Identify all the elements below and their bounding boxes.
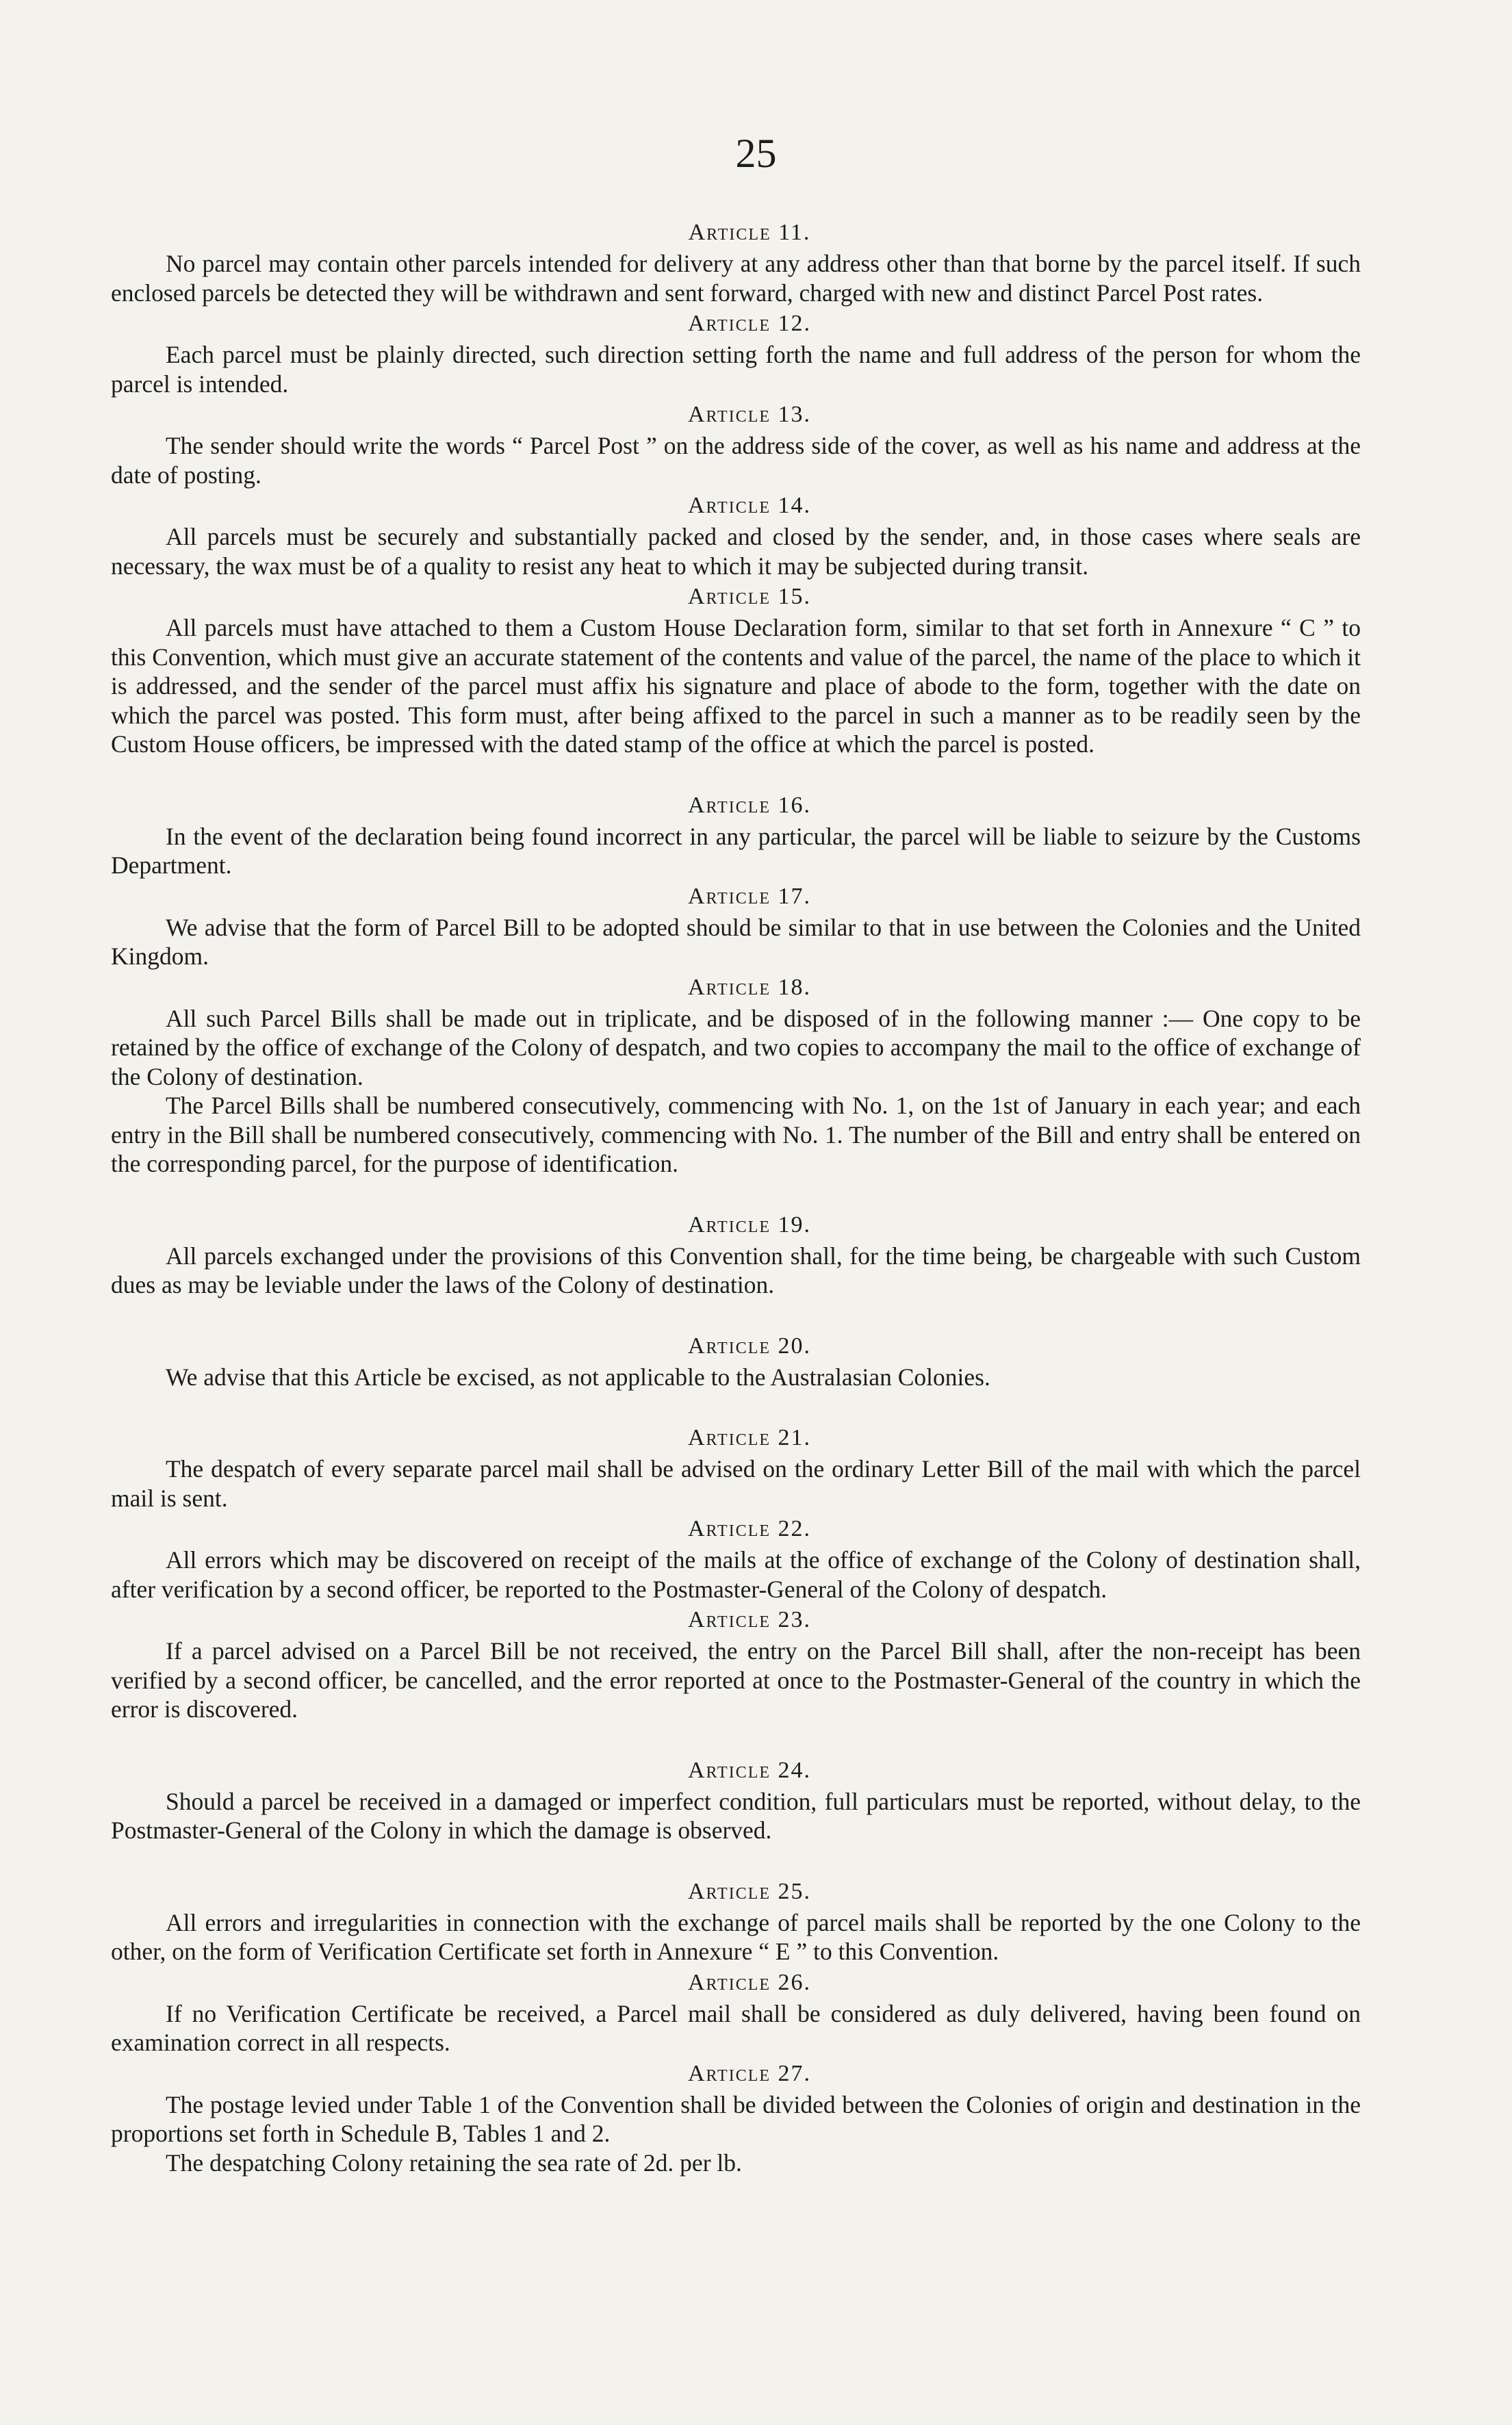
article-heading: Article 25. bbox=[687, 1878, 812, 1904]
article-paragraph: All errors which may be discovered on receipt of the mails at the office of exchange of the Colony of destination shall, after verification by a second officer, be reported to the Postmaster-General of the Colony of despatch. bbox=[111, 1546, 1361, 1603]
article-27 bbox=[111, 2057, 1361, 2178]
article-heading: Article 16. bbox=[687, 792, 812, 818]
article-paragraph: All parcels must be securely and substantially packed and closed by the sender, and, in those cases where seals are necessary, the wax must be of a quality to resist any heat to which it may be subjected during transit. bbox=[111, 523, 1361, 580]
article-heading: Article 27. bbox=[687, 2060, 812, 2086]
article-paragraph: All parcels must have attached to them a Custom House Declaration form, similar to that set forth in Annexure “ C ” to this Convention, which must give an accurate statement of the contents and value of the parcel, the name of the place to which it is addressed, and the sender of the parcel must affix his signature and place of abode to the form, together with the date on which the parcel was posted. This form must, after being affixed to the parcel in such a manner as to be readily seen by the Custom House officers, be impressed with the dated stamp of the office at which the parcel is posted. bbox=[111, 614, 1361, 758]
page-number: 25 bbox=[735, 131, 777, 176]
article-heading: Article 23. bbox=[687, 1607, 812, 1632]
article-heading: Article 22. bbox=[687, 1516, 812, 1541]
article-paragraph: The despatching Colony retaining the sea rate of 2d. per lb. bbox=[166, 2148, 742, 2177]
article-heading: Article 20. bbox=[687, 1333, 812, 1359]
article-paragraph: The despatch of every separate parcel mail shall be advised on the ordinary Letter Bill of the mail with which the parcel mail is sent. bbox=[111, 1455, 1361, 1512]
article-paragraph: If no Verification Certificate be received, a Parcel mail shall be considered as duly delivered, having been found on examination correct in all respects. bbox=[111, 1999, 1361, 2056]
article-heading: Article 12. bbox=[687, 311, 812, 336]
article-15 bbox=[111, 580, 1361, 759]
article-26 bbox=[111, 1966, 1361, 2057]
article-25 bbox=[111, 1875, 1361, 1966]
article-17 bbox=[111, 880, 1361, 971]
article-12 bbox=[111, 307, 1361, 398]
article-paragraph: All such Parcel Bills shall be made out in triplicate, and be disposed of in the following manner :— One copy to be retained by the office of exchange of the Colony of despatch, and two copies to accompany the mail to the office of exchange of the Colony of destination. bbox=[111, 1004, 1361, 1090]
article-heading: Article 13. bbox=[687, 402, 812, 427]
article-paragraph: The Parcel Bills shall be numbered consecutively, commencing with No. 1, on the 1st of January in each year; and each entry in the Bill shall be numbered consecutively, commencing with No. 1. The number of the Bill and entry shall be entered on the corresponding parcel, for the purpose of identification. bbox=[111, 1092, 1361, 1177]
article-19 bbox=[111, 1209, 1361, 1300]
article-heading: Article 11. bbox=[688, 220, 811, 245]
article-paragraph: In the event of the declaration being found incorrect in any particular, the parcel will be liable to seizure by the Customs Department. bbox=[111, 822, 1361, 879]
article-heading: Article 18. bbox=[687, 974, 812, 1000]
article-heading: Article 24. bbox=[687, 1757, 812, 1783]
article-21 bbox=[111, 1422, 1361, 1513]
article-paragraph: Each parcel must be plainly directed, such direction setting forth the name and full address of the person for whom the parcel is intended. bbox=[111, 341, 1361, 398]
article-18 bbox=[111, 971, 1361, 1179]
article-20 bbox=[111, 1330, 1361, 1392]
article-paragraph: Should a parcel be received in a damaged or imperfect condition, full particulars must be reported, without delay, to the Postmaster-General of the Colony in which the damage is observed. bbox=[111, 1787, 1361, 1844]
article-heading: Article 21. bbox=[687, 1425, 812, 1450]
article-paragraph: All parcels exchanged under the provisions of this Convention shall, for the time being, be chargeable with such Custom dues as may be leviable under the laws of the Colony of destination. bbox=[111, 1242, 1361, 1298]
article-24 bbox=[111, 1754, 1361, 1845]
article-paragraph: No parcel may contain other parcels intended for delivery at any address other than that borne by the parcel itself. If such enclosed parcels be detected they will be withdrawn and sent forward, charged with new and distinct Parcel Post rates. bbox=[111, 250, 1361, 307]
article-14 bbox=[111, 489, 1361, 580]
article-heading: Article 26. bbox=[687, 1969, 812, 1995]
article-16 bbox=[111, 789, 1361, 880]
article-22 bbox=[111, 1513, 1361, 1604]
article-paragraph: The sender should write the words “ Parcel Post ” on the address side of the cover, as well as his name and address at the date of posting. bbox=[111, 432, 1361, 489]
article-heading: Article 14. bbox=[687, 493, 812, 518]
article-paragraph: We advise that the form of Parcel Bill to be adopted should be similar to that in use between the Colonies and the United Kingdom. bbox=[111, 913, 1361, 970]
article-11 bbox=[111, 216, 1361, 307]
article-heading: Article 19. bbox=[687, 1211, 812, 1237]
article-13 bbox=[111, 398, 1361, 489]
article-paragraph: If a parcel advised on a Parcel Bill be not received, the entry on the Parcel Bill shall, after the non-receipt has been verified by a second officer, be cancelled, and the error reported at once to the Postmaster-General of the country in which the error is discovered. bbox=[111, 1637, 1361, 1723]
article-heading: Article 15. bbox=[687, 584, 812, 609]
article-paragraph: All errors and irregularities in connection with the exchange of parcel mails shall be reported by the one Colony to the other, on the form of Verification Certificate set forth in Annexure “ E ” to this Convention. bbox=[111, 1908, 1361, 1965]
article-23 bbox=[111, 1604, 1361, 1724]
article-paragraph: The postage levied under Table 1 of the Convention shall be divided between the Colonies of origin and destination in the proportions set forth in Schedule B, Tables 1 and 2. bbox=[111, 2090, 1361, 2147]
document-body bbox=[111, 216, 1361, 2177]
article-heading: Article 17. bbox=[687, 883, 812, 909]
article-paragraph: We advise that this Article be excised, as not applicable to the Australasian Colonies. bbox=[166, 1363, 990, 1391]
